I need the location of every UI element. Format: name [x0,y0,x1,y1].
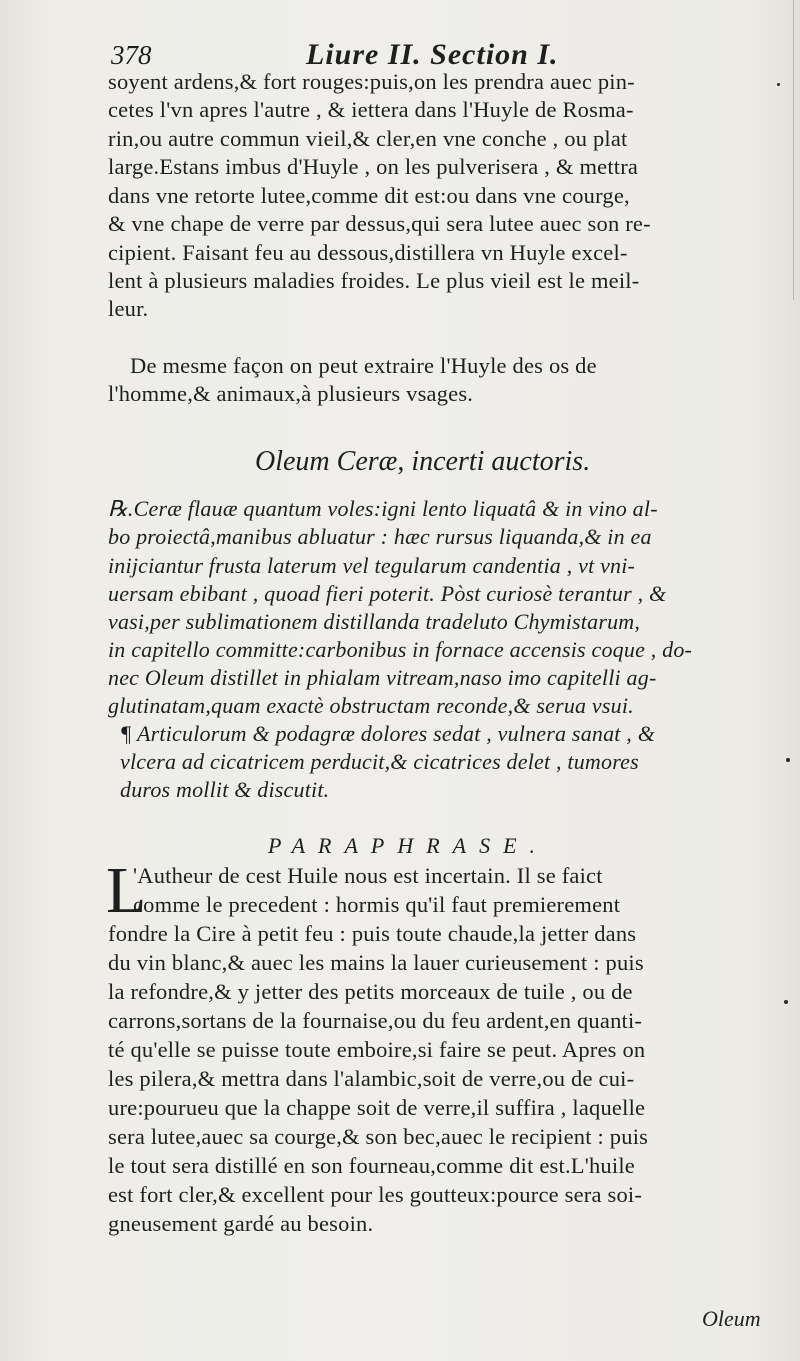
text-line: ure:pourueu que la chappe soit de verre,il suffira , laquelle [108,1095,646,1120]
drop-cap-initial: L [106,854,147,927]
text-line: cipient. Faisant feu au dessous,distillera vn Huyle excel- [108,240,628,265]
ink-speck [777,83,780,86]
text-line: & vne chape de verre par dessus,qui sera lutee auec son re- [108,211,651,236]
text-line: De mesme façon on peut extraire l'Huyle des os de [130,353,597,378]
text-line: la refondre,& y jetter des petits morceaux de tuile , ou de [108,979,633,1004]
text-line: les pilera,& mettra dans l'alambic,soit de verre,ou de cui- [108,1066,635,1091]
folio-number: 378 [111,40,152,70]
text-line: sera lutee,auec sa courge,& son bec,auec le recipient : puis [108,1124,649,1149]
recipe-line: inijciantur frusta laterum vel tegularum candentia , vt vni- [108,553,636,578]
recipe-line: vasi,per sublimationem distillanda tradeluto Chymistarum, [108,609,641,634]
recipe-line: vlcera ad cicatricem perducit,& cicatrices delet , tumores [120,749,639,774]
text-line: soyent ardens,& fort rouges:puis,on les prendra auec pin- [108,69,635,94]
text-line: cetes l'vn apres l'autre , & iettera dans l'Huyle de Rosma- [108,97,634,122]
text-line: gneusement gardé au besoin. [108,1211,374,1236]
recipe-line: nec Oleum distillet in phialam vitream,naso imo capitelli ag- [108,665,657,690]
text-line: large.Estans imbus d'Huyle , on les pulverisera , & mettra [108,154,639,179]
recipe-line: ℞.Ceræ flauæ quantum voles:igni lento liquatâ & in vino al- [108,496,658,521]
recipe-line: duros mollit & discutit. [120,777,330,802]
text-line: carrons,sortans de la fournaise,ou du feu ardent,en quanti- [108,1008,643,1033]
text-line: l'homme,& animaux,à plusieurs vsages. [108,381,474,406]
recipe-line: glutinatam,quam exactè obstructam reconde,& serua vsui. [108,693,634,718]
section-heading: Oleum Ceræ, incerti auctoris. [255,446,591,477]
text-line: 'Autheur de cest Huile nous est incertain. Il se faict [133,863,603,888]
paraphrase-heading: PARAPHRASE. [268,833,549,858]
text-line: dans vne retorte lutee,comme dit est:ou dans vne courge, [108,183,630,208]
ink-speck [784,1000,788,1004]
ink-speck [786,758,790,762]
text-line: le tout sera distillé en son fourneau,comme dit est.L'huile [108,1153,635,1178]
running-title: Liure II. Section I. [306,38,559,71]
text-line: lent à plusieurs maladies froides. Le plus vieil est le meil- [108,268,640,293]
text-line: est fort cler,& excellent pour les goutteux:pource sera soi- [108,1182,643,1207]
text-line: leur. [108,296,149,321]
text-line: rin,ou autre commun vieil,& cler,en vne conche , ou plat [108,126,628,151]
text-line: fondre la Cire à petit feu : puis toute chaude,la jetter dans [108,921,637,946]
text-line: du vin blanc,& auec les mains la lauer curieusement : puis [108,950,644,975]
text-line: comme le precedent : hormis qu'il faut premierement [133,892,621,917]
text-line: té qu'elle se puisse toute emboire,si faire se peut. Apres on [108,1037,646,1062]
recipe-line: uersam ebibant , quoad fieri poterit. Pòst curiosè terantur , & [108,581,667,606]
recipe-line: in capitello committe:carbonibus in fornace accensis coque , do- [108,637,693,662]
catchword: Oleum [702,1306,761,1331]
page-header [111,36,751,70]
recipe-line: bo proiectâ,manibus abluatur : hæc rursus liquanda,& in ea [108,524,652,549]
recipe-line: ¶ Articulorum & podagræ dolores sedat , vulnera sanat , & [120,721,656,746]
page-edge [793,0,794,300]
